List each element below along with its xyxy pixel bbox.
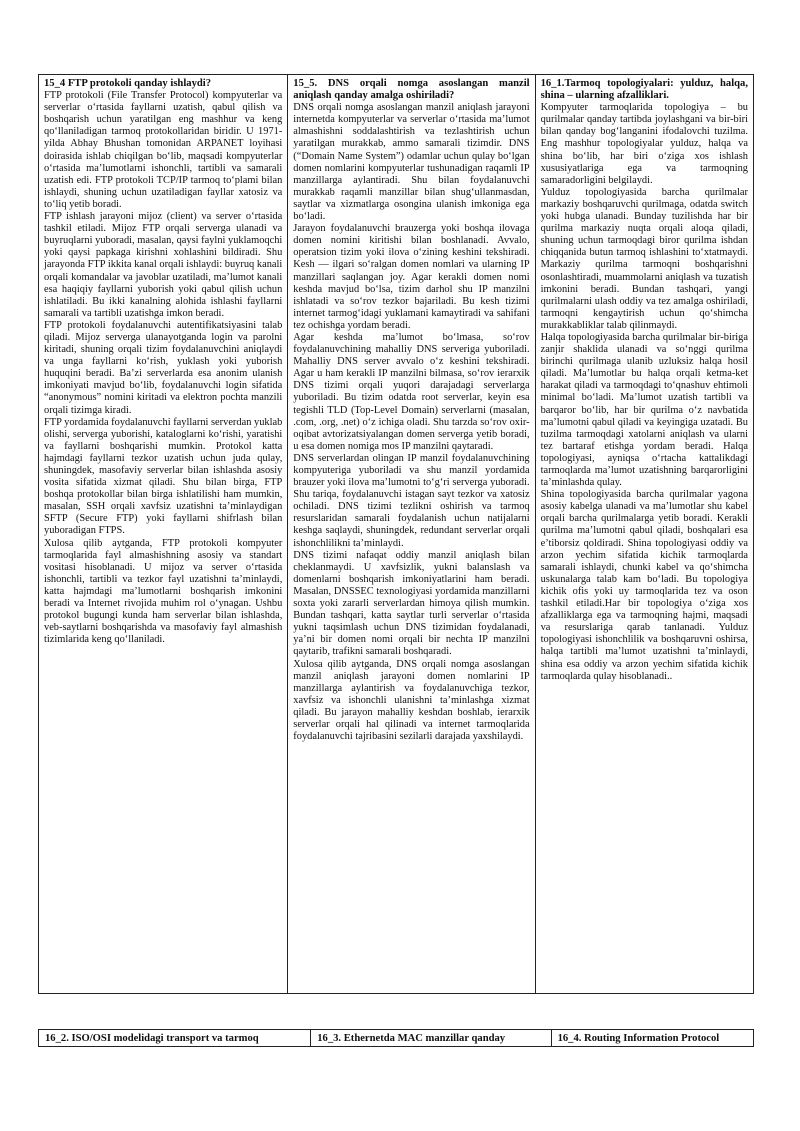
column-dns (287, 75, 534, 993)
paragraph: Yulduz topologiyasida barcha qurilmalar markaziy boshqaruvchi qurilmaga, odatda switch yoki hubga ulanadi. Bunday tuzilishda har bir qurilma markaziy nuqta orqali aloqa qiladi, shuning uchun tarmoqdagi biror qurilma ishdan chiqqanida butun tarmoq ishlashini to‘xtatmaydi. Markaziy qurilma tarmoqni boshqarishni osonlashtiradi, muammolarni aniqlash va tuzatish imkonini beradi. Bundan tashqari, yangi qurilmalarni ulash oddiy va tez amalga oshiriladi, tarmoqni kengaytirish uchun qo‘shimcha murakkabliklar talab qilinmaydi. (540, 186, 748, 331)
paragraph: Halqa topologiyasida barcha qurilmalar bir-biriga zanjir shaklida ulanadi va so‘nggi qurilma birinchi qurilmaga ulanib uzluksiz halqa hosil qiladi. Ma’lumotlar bu halqa orqali ketma-ket harakat qiladi va tarmoqdagi to‘qnashuv ehtimoli minimal bo‘ladi. Ma’lumot uzatish tartibli va barqaror bo‘lib, har bir qurilma o‘z navbatida ma’lumotni qabul qiladi va keyingiga uzatadi. Bu tuzilma tarmoqdagi xatolarni aniqlash va ularni tez bartaraf etishga yordam beradi. Halqa topologiyasi, ayniqsa o‘rtacha kattalikdagi tarmoqlarda ma’lumot uzatishning barqarorligini ta’minlashda qulay. (540, 331, 748, 489)
paragraph: Xulosa qilib aytganda, FTP protokoli kompyuter tarmoqlarida fayl almashishning asosiy va standart vositasi hisoblanadi. U mijoz va server o‘rtasida ishonchli, tartibli va tezkor fayl uzatishni ta’minlaydi, katta hajmdagi ma’lumotlarni boshqarish imkonini beradi va Internet rivojida muhim rol o‘ynagan. Ushbu protokol bugungi kunda ham serverlar bilan ishlashda, veb-saytlarni boshqarishda va masofaviy fayl almashish tizimlarida keng qo‘llaniladi. (44, 537, 283, 646)
heading-dns: 15_5. DNS orqali nomga asoslangan manzil aniqlash qanday amalga oshiriladi? (293, 78, 530, 102)
paragraph: DNS tizimi nafaqat oddiy manzil aniqlash bilan cheklanmaydi. U xavfsizlik, yukni balanslash va domenlarni boshqarish imkoniyatlarini ham beradi. Masalan, DNSSEC texnologiyasi yordamida manzillarni soxta yoki zararli serverlardan himoya qilish mumkin. Bundan tashqari, katta saytlar turli serverlar o‘rtasida yukni taqsimlash uchun DNS tizimidan foydalanadi, ya’ni bir domen nomi orqali bir nechta IP manzilni qaytarib, trafikni samarali boshqaradi. (293, 549, 530, 658)
paragraph: DNS serverlardan olingan IP manzil foydalanuvchining kompyuteriga yuboriladi va shu manzil yordamida brauzer yoki ilova ma’lumotni to‘g‘ri serverga yuboradi. Shu tariqa, foydalanuvchi istagan sayt tezkor va xatosiz ochiladi. DNS tizimi tezlikni oshirish va tarmoq resurslaridan samarali foydalanish uchun natijalarni keshga saqlaydi, shuningdek, redundant serverlar orqali ishonchlilikni ta’minlaydi. (293, 452, 530, 549)
column-topology (535, 75, 753, 993)
paragraph: DNS orqali nomga asoslangan manzil aniqlash jarayoni internetda kompyuterlar va serverlar o‘rtasida ma’lumot almashishni soddalashtirish va tezlashtirish uchun yaratilgan murakkab, ammo samarali tizimdir. DNS (“Domain Name System”) odamlar uchun qulay bo‘lgan domen nomlarini kompyuterlar tushunadigan raqamli IP manzillarga aylantiradi. Shu bilan foydalanuvchi murakkab raqamli manzillar bilan shug‘ullanmasdan, saytlar va xizmatlarga osongina ulanish imkoniga ega bo‘ladi. (293, 102, 530, 223)
paragraph: FTP ishlash jarayoni mijoz (client) va server o‘rtasida tashkil etiladi. Mijoz FTP orqali serverga ulanadi va buyruqlarni yuboradi, masalan, qaysi faylni yuklamoqchi yoki qaysi papkaga kirishni xohlashini bildiradi. Shu jarayonda FTP ikkita kanal orqali ishlaydi: buyruq kanali orqali komandalar va javoblar uzatiladi, ma’lumot kanali esa haqiqiy fayllarni yuborish yoki qabul qilish uchun ishlatiladi. Bu ikki kanalning alohida ishlashi fayllarni samarali va tartibli uzatishga imkon beradi. (44, 211, 283, 319)
heading-rip: 16_4. Routing Information Protocol (551, 1030, 753, 1046)
next-questions-row (38, 1029, 754, 1047)
paragraph: Xulosa qilib aytganda, DNS orqali nomga asoslangan manzil aniqlash jarayoni domen nomlarini IP manzillarga aylantirish va foydalanuvchiga tezkor, xavfsiz va ishonchli ulanishni ta’minlashga xizmat qiladi. Bu jarayon mahalliy keshdan boshlab, ierarxik serverlar orqali hal qilinadi va internet tarmoqlarida foydalanuvchi tajribasini sezilarli darajada yaxshilaydi. (293, 658, 530, 743)
paragraph: FTP protokoli (File Transfer Protocol) kompyuterlar va serverlar o‘rtasida fayllarni uzatish, qabul qilish va boshqarish uchun yaratilgan eng mashhur va keng qo‘llaniladigan tarmoq protokollaridan biridir. U 1971-yilda Abhay Bhushan tomonidan ARPANET loyihasi doirasida ishlab chiqilgan bo‘lib, maqsadi kompyuterlar o‘rtasida ma’lumotlarni ishonchli, tartibli va samarali uzatish edi. FTP protokoli TCP/IP tarmoq to‘plami bilan ishlaydi, shuning uchun uzatiladigan fayllar xatosiz va to‘liq yetib boradi. (44, 90, 283, 210)
paragraph: Shina topologiyasida barcha qurilmalar yagona asosiy kabelga ulanadi va ma’lumotlar shu kabel orqali barcha qurilmalarga yetib boradi. Kerakli qurilma ma’lumotni qabul qiladi, boshqalari esa e’tiborsiz qoldiradi. Shina topologiyasi oddiy va arzon yechim sifatida kichik tarmoqlarda samarali ishlaydi, chunki kabel va qo‘shimcha uskunalarga talab kam bo‘ladi. Bu topologiya kichik ofis yoki uy tarmoqlarida tez va oson tashkil etiladi.Har bir topologiya o‘ziga xos afzalliklarga ega va tarmoqning hajmi, maqsadi va resurslariga qarab tanlanadi. Yulduz topologiyasi ishonchlilik va boshqaruvni oshirsa, halqa tartibli ma’lumot uzatishni ta’minlaydi, shina esa oddiy va arzon yechim sifatida kichik tarmoqlarda qulay hisoblanadi.. (540, 489, 748, 682)
heading-mac: 16_3. Ethernetda MAC manzillar qanday (310, 1030, 550, 1046)
paragraph: FTP yordamida foydalanuvchi fayllarni serverdan yuklab olishi, serverga yuborishi, kataloglarni ko‘rishi, yaratishi va fayllarni boshqarishi mumkin. Protokol katta hajmdagi fayllarni tezkor uzatish uchun juda qulay, shuningdek, masofaviy serverlar bilan ishlashda asosiy vosita sifatida xizmat qiladi. Shu bilan birga, FTP boshqa protokollar bilan birga ishlatilishi ham mumkin, masalan, SSH orqali xavfsiz uzatishni ta’minlaydigan SFTP (Secure FTP) yoki fayllarni shifrlash bilan yuboradigan FTPS. (44, 416, 283, 537)
heading-topology: 16_1.Tarmoq topologiyalari: yulduz, halqa, shina – ularning afzalliklari. (540, 78, 748, 102)
heading-ftp: 15_4 FTP protokoli qanday ishlaydi? (44, 78, 211, 89)
heading-osi: 16_2. ISO/OSI modelidagi transport va tarmoq (45, 1033, 259, 1044)
paragraph: Jarayon foydalanuvchi brauzerga yoki boshqa ilovaga domen nomini kiritishi bilan boshlanadi. Avvalo, operatsion tizim yoki ilova o‘zining keshini tekshiradi. Kesh — ilgari so‘ralgan domen nomlari va ularning IP manzillari saqlangan joy. Agar kerakli domen nomi keshda mavjud bo‘lsa, tizim darhol shu IP manzilni ishlatadi va so‘rov tezkor bajariladi. Bu kesh tizimi internet tarmog‘idagi yuklamani kamaytiradi va sahifani tez ochishga yordam beradi. (293, 223, 530, 331)
paragraph: Agar keshda ma’lumot bo‘lmasa, so‘rov foydalanuvchining mahalliy DNS serveriga yuboriladi. Mahalliy DNS server avvalo o‘z keshini tekshiradi. Agar u ham kerakli IP manzilni bilmasa, so‘rov ierarxik DNS tizimi orqali yuqori darajadagi serverlarga yuboriladi. Bu tizim odatda root serverlar, keyin esa tegishli TLD (Top-Level Domain) serverlarni (masalan, .com, .org, .net) o‘z ichiga oladi. Shu tarzda so‘rov oxir-oqibat avtorizatsiyalangan domen serverga yetib boradi, u esa domen nomiga mos IP manzilni qaytaradi. (293, 331, 530, 452)
paragraph: FTP protokoli foydalanuvchi autentifikatsiyasini talab qiladi. Mijoz serverga ulanayotganda login va parolni kiritadi, shuning orqali tizim foydalanuvchini aniqlaydi va unga fayllarni ko‘rish, yuklash yoki yuborish huquqini beradi. Ba’zi serverlarda esa anonim ulanish imkoniyati mavjud bo‘lib, foydalanuvchi login sifatida “anonymous” nomini kiritadi va elektron pochta manzili orqali tizimga kiradi. (44, 319, 283, 416)
questions-table (38, 74, 754, 994)
paragraph: Kompyuter tarmoqlarida topologiya – bu qurilmalar qanday tartibda joylashgani va bir-biri bilan qanday bog‘langanini ifodalovchi tuzilma. Eng mashhur topologiyalar yulduz, halqa va shina bo‘lib, har biri o‘ziga xos ishlash xususiyatlariga ega va tarmoqning samaradorligini belgilaydi. (540, 102, 748, 186)
column-ftp (39, 75, 287, 993)
